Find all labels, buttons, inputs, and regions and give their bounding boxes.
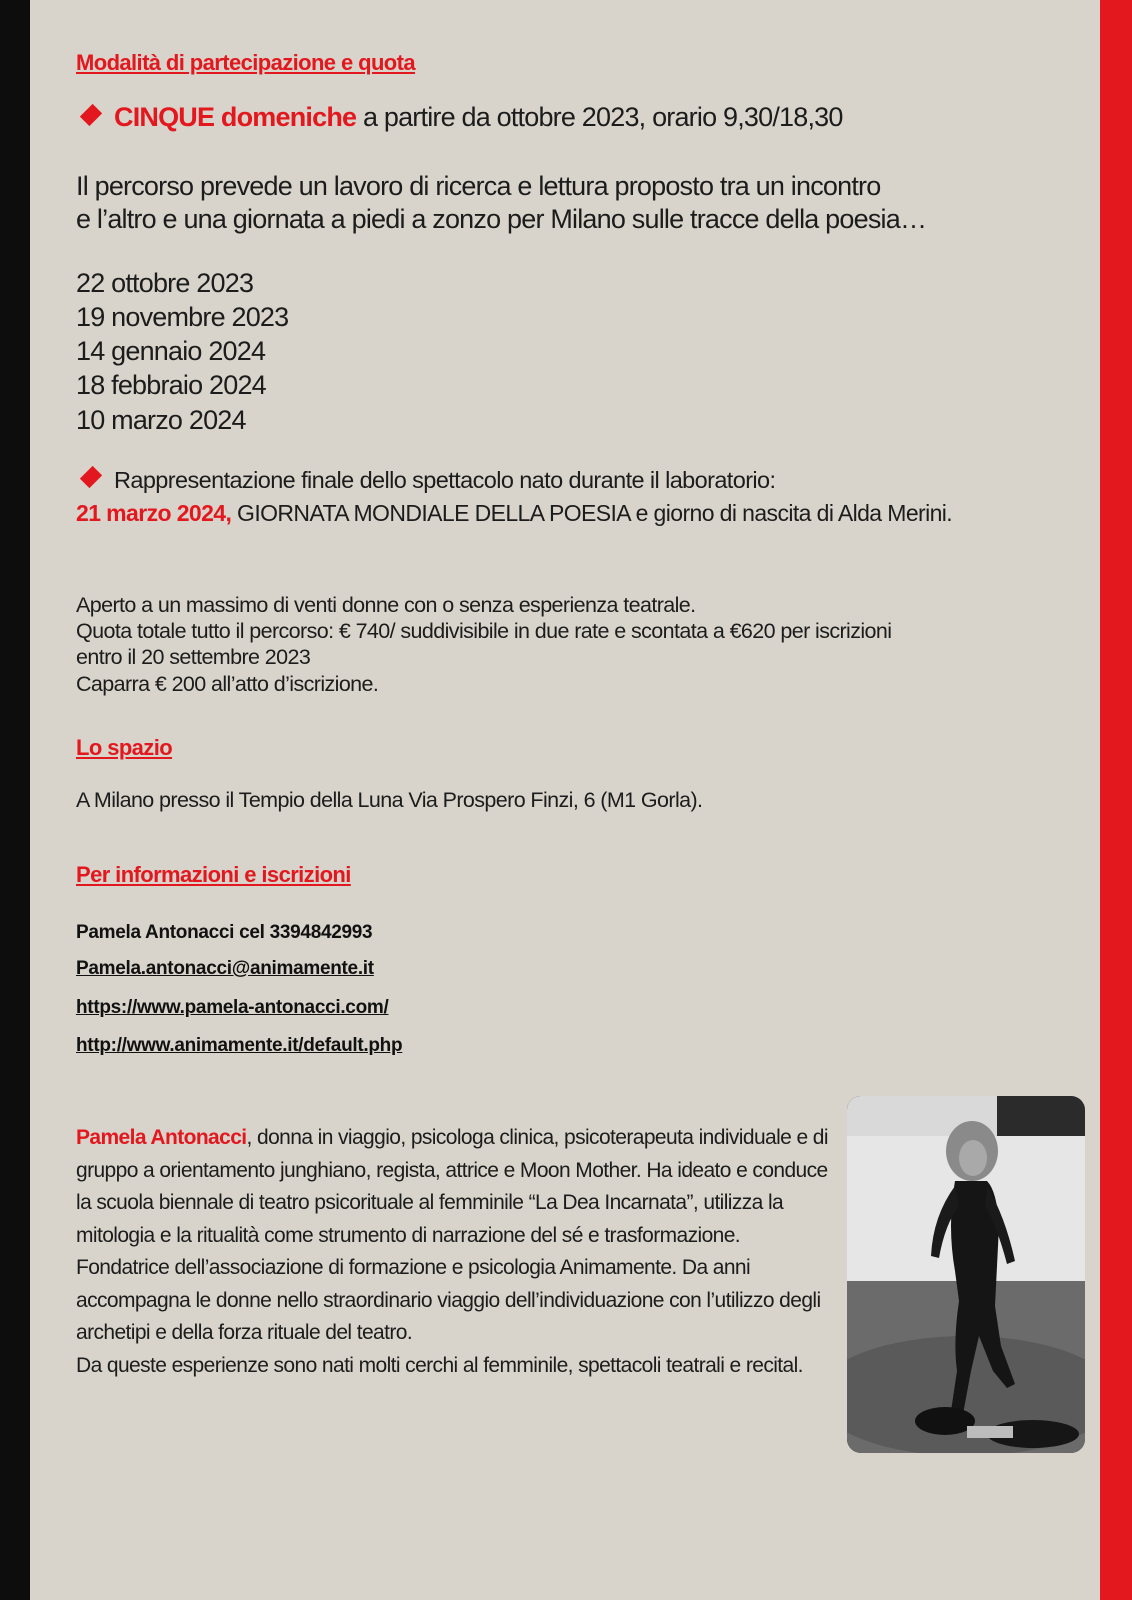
date-item: 19 novembre 2023 bbox=[76, 302, 289, 332]
final-date-line bbox=[76, 500, 952, 527]
bio-paragraph-3: Da queste esperienze sono nati molti cerchi al femminile, spettacoli teatrali e recital. bbox=[76, 1353, 803, 1377]
info-heading: Per informazioni e iscrizioni bbox=[76, 862, 351, 887]
date-item: 22 ottobre 2023 bbox=[76, 268, 254, 298]
contact-phone: Pamela Antonacci cel 3394842993 bbox=[76, 922, 373, 943]
bio-paragraph-1: , donna in viaggio, psicologa clinica, psicoterapeuta individuale e di gruppo a orientamento junghiano, regista, attrice e Moon Mother. Ha ideato e conduce la scuola biennale di teatro psicorituale al femminile “La Dea Incarnata”, utilizza la mitologia e la ritualità come strumento di narrazione del sé e trasformazione. bbox=[76, 1126, 828, 1247]
participation-heading: Modalità di partecipazione e quota bbox=[76, 50, 415, 75]
portrait-photo bbox=[847, 1096, 1085, 1453]
diamond-bullet-icon bbox=[80, 466, 102, 488]
sessions-strong: CINQUE domeniche bbox=[114, 102, 357, 132]
detail-line: entro il 20 settembre 2023 bbox=[76, 645, 311, 669]
detail-line: Aperto a un massimo di venti donne con o senza esperienza teatrale. bbox=[76, 593, 696, 617]
detail-line: Caparra € 200 all’atto d’iscrizione. bbox=[76, 672, 379, 696]
website-link-2[interactable]: http://www.animamente.it/default.php bbox=[76, 1035, 403, 1056]
email-link[interactable]: Pamela.antonacci@animamente.it bbox=[76, 958, 374, 979]
bio-paragraph-2: Fondatrice dell’associazione di formazione e psicologia Animamente. Da anni accompagna le donne nello straordinario viaggio dell’individuazione con l’utilizzo degli archetipi e della forza rituale del teatro. bbox=[76, 1256, 821, 1344]
left-border-bar bbox=[0, 0, 30, 1600]
detail-line: Quota totale tutto il percorso: € 740/ suddivisibile in due rate e scontata a €620 per iscrizioni bbox=[76, 619, 892, 643]
sessions-rest: a partire da ottobre 2023, orario 9,30/18,30 bbox=[356, 102, 843, 132]
website-link-1[interactable]: https://www.pamela-antonacci.com/ bbox=[76, 997, 389, 1018]
sessions-bullet bbox=[76, 102, 843, 133]
final-performance-text: Rappresentazione finale dello spettacolo nato durante il laboratorio: bbox=[114, 467, 776, 493]
date-item: 18 febbraio 2024 bbox=[76, 370, 266, 400]
final-date-rest: GIORNATA MONDIALE DELLA POESIA e giorno di nascita di Alda Merini. bbox=[231, 500, 953, 526]
final-date: 21 marzo 2024, bbox=[76, 500, 232, 526]
date-item: 10 marzo 2024 bbox=[76, 405, 246, 435]
right-border-bar bbox=[1100, 0, 1132, 1600]
date-item: 14 gennaio 2024 bbox=[76, 336, 266, 366]
space-heading: Lo spazio bbox=[76, 735, 173, 760]
description-line-2: e l’altro e una giornata a piedi a zonzo per Milano sulle tracce della poesia… bbox=[76, 204, 927, 234]
dancer-photo-illustration bbox=[847, 1096, 1085, 1453]
bio-text bbox=[76, 1122, 836, 1382]
final-performance-line bbox=[76, 467, 775, 494]
diamond-bullet-icon bbox=[80, 104, 102, 126]
space-address: A Milano presso il Tempio della Luna Via Prospero Finzi, 6 (M1 Gorla). bbox=[76, 788, 703, 812]
description-line-1: Il percorso prevede un lavoro di ricerca e lettura proposto tra un incontro bbox=[76, 171, 881, 201]
bio-name: Pamela Antonacci bbox=[76, 1126, 247, 1149]
